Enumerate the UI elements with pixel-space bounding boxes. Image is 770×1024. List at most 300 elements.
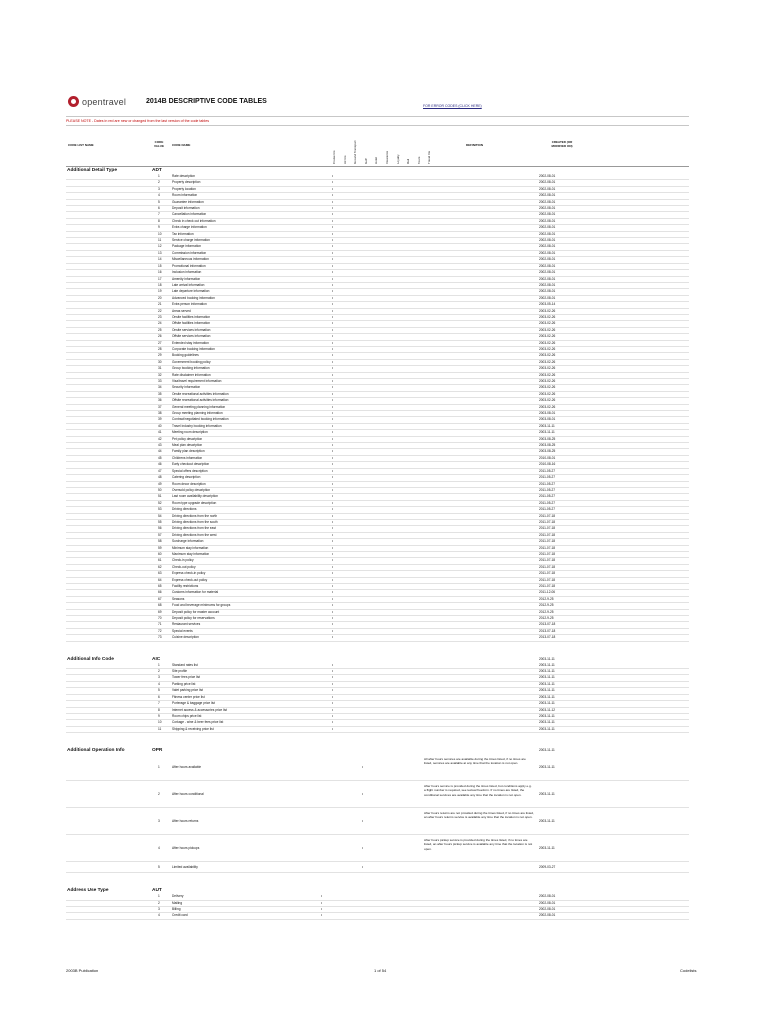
code-value: 32 (158, 372, 162, 377)
code-value: 7 (158, 701, 160, 706)
col-code-value: CODE VALUE (154, 140, 164, 148)
vertical-column-6: Loyalty (395, 154, 400, 164)
section-header (66, 887, 689, 894)
footer-publication: 2003B Publication (66, 968, 99, 973)
code-name: Offsite recreational activities information (172, 398, 229, 403)
applicability-mark: • (362, 865, 364, 870)
section-date: 2003-11-11 (539, 656, 555, 661)
code-value: 16 (158, 270, 162, 275)
section-code: AIC (152, 656, 161, 662)
applicability-mark: • (332, 372, 334, 377)
applicability-mark: • (332, 675, 334, 680)
created-date: 2011-07-18 (539, 532, 556, 537)
table-row (66, 754, 689, 781)
code-value: 18 (158, 282, 162, 287)
applicability-mark: • (332, 353, 334, 358)
code-value: 49 (158, 481, 162, 486)
applicability-mark: • (332, 180, 334, 185)
created-date: 2003-02-26 (539, 321, 556, 326)
created-date: 2003-02-26 (539, 327, 556, 332)
created-date: 2002-08-01 (539, 289, 556, 294)
code-value: 27 (158, 340, 162, 345)
code-name: Room type upgrade description (172, 500, 217, 505)
created-date: 2002-08-01 (539, 206, 556, 211)
applicability-mark: • (332, 423, 334, 428)
created-date: 2003-05-14 (539, 302, 556, 307)
applicability-mark: • (332, 571, 334, 576)
code-value: 9 (158, 713, 160, 718)
code-value: 59 (158, 545, 162, 550)
code-value: 11 (158, 238, 162, 243)
created-date: 2003-11-11 (539, 681, 555, 686)
code-name: Maximum stay information (172, 551, 210, 556)
created-date: 2003-02-26 (539, 385, 556, 390)
code-name: Property location (172, 186, 196, 191)
created-date: 2011-05-27 (539, 494, 556, 499)
created-date: 2003-02-26 (539, 359, 556, 364)
code-value: 4 (158, 846, 160, 851)
code-name: Site profile (172, 669, 188, 674)
code-name: Corkage - wine & beer fees price list (172, 720, 224, 725)
code-value: 65 (158, 584, 162, 588)
applicability-mark: • (332, 628, 334, 633)
applicability-mark: • (332, 193, 334, 198)
error-codes-link[interactable]: FOR ERROR CODES (CLICK HERE) (423, 104, 482, 108)
applicability-mark: • (332, 379, 334, 383)
created-date: 2003-11-11 (539, 675, 555, 680)
created-date: 2011-07-18 (539, 513, 556, 518)
created-date: 2012-9-25 (539, 603, 554, 608)
applicability-mark: • (332, 596, 334, 601)
vertical-column-4: Hotel (374, 156, 379, 164)
code-value: 29 (158, 353, 162, 358)
created-date: 2002-08-01 (539, 199, 556, 204)
created-date: 2002-08-01 (539, 225, 556, 230)
code-name: Pet policy description (172, 436, 203, 441)
code-name: Rate disclaimer information (172, 372, 211, 377)
code-value: 5 (158, 199, 160, 204)
code-value: 35 (158, 391, 162, 396)
code-value: 66 (158, 590, 162, 595)
table-row (66, 781, 689, 808)
code-name: Early checkout description (172, 462, 210, 467)
code-value: 41 (158, 430, 162, 435)
applicability-mark: • (332, 487, 334, 492)
created-date: 2003-11-11 (539, 765, 555, 770)
created-date: 2002-08-01 (539, 193, 556, 198)
code-name: Group booking information (172, 366, 210, 371)
code-value: 51 (158, 494, 162, 499)
code-name: Room information (172, 193, 198, 198)
code-value: 21 (158, 302, 162, 307)
definition: After hours pickup service is provided during the times listed, if no times are listed, an after hours pickup service is available any time that the location is not open. (424, 838, 533, 851)
code-name: Restaurant services (172, 622, 201, 627)
applicability-mark: • (332, 417, 334, 422)
created-date: 2002-08-01 (539, 295, 556, 300)
code-name: Surcharge information (172, 539, 204, 544)
vertical-column-8: Tours (416, 156, 421, 164)
created-date: 2002-08-01 (539, 244, 556, 249)
section-date: 2003-11-11 (539, 748, 555, 753)
created-date: 2003-02-26 (539, 308, 556, 313)
created-date: 2009-03-27 (539, 865, 556, 870)
created-date: 2002-08-01 (539, 270, 556, 275)
created-date: 2002-08-01 (539, 212, 556, 217)
applicability-mark: • (332, 494, 334, 499)
code-name: Visa/travel requirement information (172, 379, 222, 383)
code-name: Driving directions from the north (172, 513, 218, 518)
version-note: PLEASE NOTE - Dates in red are new or changed from the last version of the code tables (66, 117, 689, 126)
code-value: 52 (158, 500, 162, 505)
code-value: 54 (158, 513, 162, 518)
code-name: Cuisine description (172, 635, 199, 640)
opentravel-logo (68, 96, 126, 107)
code-name: Property description (172, 180, 201, 185)
applicability-mark: • (332, 282, 334, 287)
code-name: Booking guidelines (172, 353, 199, 358)
code-name: After hours available (172, 765, 202, 770)
created-date: 2003-02-26 (539, 398, 556, 403)
applicability-mark: • (332, 295, 334, 300)
code-name: Special offers description (172, 468, 208, 473)
code-value: 34 (158, 385, 162, 390)
code-name: Deposit policy for master account (172, 609, 220, 614)
code-name: Onsite services information (172, 327, 211, 332)
code-value: 63 (158, 571, 162, 576)
code-name: After hours conditional (172, 792, 204, 797)
applicability-mark: • (332, 694, 334, 699)
applicability-mark: • (332, 449, 334, 454)
table-row (66, 913, 689, 919)
created-date: 2011-05-27 (539, 481, 556, 486)
created-date: 2011-07-18 (539, 571, 556, 576)
applicability-mark: • (332, 688, 334, 693)
applicability-mark: • (332, 404, 334, 409)
applicability-mark: • (332, 468, 334, 473)
applicability-mark: • (332, 713, 334, 718)
applicability-mark: • (332, 263, 334, 268)
applicability-mark: • (332, 532, 334, 537)
section-code: ADT (152, 168, 162, 173)
code-sections (66, 167, 689, 920)
vertical-column-7: Rail (406, 158, 411, 164)
applicability-mark: • (332, 359, 334, 364)
code-name: Meal plan description (172, 443, 203, 448)
code-value: 70 (158, 616, 162, 621)
created-date: 2002-08-01 (539, 174, 556, 178)
created-date: 2003-11-11 (539, 423, 555, 428)
created-date: 2003-11-11 (539, 846, 555, 851)
code-name: Express check-out policy (172, 577, 208, 582)
applicability-mark: • (332, 250, 334, 255)
created-date: 2003-08-01 (539, 411, 556, 416)
code-value: 61 (158, 558, 162, 563)
code-name: Limited availability (172, 865, 198, 870)
code-value: 68 (158, 603, 162, 608)
created-date: 2003-02-26 (539, 340, 556, 345)
created-date: 2011-07-18 (539, 526, 556, 531)
code-name: Catering description (172, 475, 201, 480)
created-date: 2011-07-18 (539, 545, 556, 550)
created-date: 2002-08-01 (539, 231, 556, 236)
code-name: Security information (172, 385, 201, 390)
applicability-mark: • (332, 681, 334, 686)
sheet-header (66, 92, 689, 117)
applicability-mark: • (332, 199, 334, 204)
code-name: Express check-in policy (172, 571, 206, 576)
code-name: Room chips price list (172, 713, 202, 718)
code-value: 58 (158, 539, 162, 544)
code-name: Late departure information (172, 289, 210, 294)
code-value: 3 (158, 186, 160, 191)
code-value: 4 (158, 913, 160, 918)
section-name: Address Use Type (67, 888, 109, 894)
created-date: 2011-07-18 (539, 564, 556, 569)
code-value: 3 (158, 906, 160, 911)
code-value: 36 (158, 398, 162, 403)
created-date: 2002-08-01 (539, 186, 556, 191)
applicability-mark: • (332, 308, 334, 313)
code-value: 46 (158, 462, 162, 467)
applicability-mark: • (332, 270, 334, 275)
applicability-mark: • (332, 430, 334, 435)
created-date: 2002-08-01 (539, 894, 556, 899)
applicability-mark: • (332, 212, 334, 217)
code-value: 25 (158, 327, 162, 332)
code-value: 10 (158, 720, 162, 725)
created-date: 2003-11-11 (539, 701, 555, 706)
created-date: 2003-02-26 (539, 366, 556, 371)
section-code: OPR (152, 748, 163, 754)
code-name: Deposit information (172, 206, 200, 211)
code-value: 53 (158, 507, 162, 512)
section-name: Additional Operation Info (67, 748, 125, 754)
code-name: Seasons (172, 596, 185, 601)
code-value: 28 (158, 346, 162, 351)
code-name: Meeting room description (172, 430, 208, 435)
created-date: 2012-9-25 (539, 609, 554, 614)
code-value: 42 (158, 436, 162, 441)
applicability-mark: • (362, 765, 364, 770)
code-value: 31 (158, 366, 162, 371)
code-value: 23 (158, 314, 162, 319)
applicability-mark: • (332, 443, 334, 448)
created-date: 2011-07-18 (539, 551, 556, 556)
section-name: Additional Detail Type (67, 168, 118, 173)
table-row (66, 862, 689, 873)
code-name: Tower fees price list (172, 675, 200, 680)
code-value: 4 (158, 681, 160, 686)
code-name: Onsite facilities information (172, 314, 211, 319)
applicability-mark: • (332, 662, 334, 667)
code-value: 1 (158, 894, 160, 899)
code-value: 22 (158, 308, 162, 313)
created-date: 2003-08-25 (539, 449, 556, 454)
created-date: 2002-08-01 (539, 906, 556, 911)
code-value: 4 (158, 193, 160, 198)
code-name: Offsite services information (172, 334, 211, 339)
created-date: 2003-11-11 (539, 662, 555, 667)
applicability-mark: • (362, 792, 364, 797)
vertical-column-3: Golf (363, 158, 368, 164)
applicability-mark: • (332, 519, 334, 524)
code-name: Tax information (172, 231, 194, 236)
code-value: 48 (158, 475, 162, 480)
applicability-mark: • (332, 577, 334, 582)
code-name: After hours pickups (172, 846, 200, 851)
created-date: 2002-08-01 (539, 257, 556, 262)
applicability-mark: • (332, 616, 334, 621)
code-name: General meeting planning information (172, 404, 226, 409)
code-value: 60 (158, 551, 162, 556)
section-header (66, 747, 689, 754)
created-date: 2003-11-11 (539, 713, 555, 718)
created-date: 2002-08-01 (539, 913, 556, 918)
applicability-mark: • (321, 900, 323, 905)
created-date: 2003-02-26 (539, 391, 556, 396)
created-date: 2003-11-12 (539, 707, 556, 712)
code-name: Driving directions from the east (172, 526, 216, 531)
code-value: 20 (158, 295, 162, 300)
code-value: 37 (158, 404, 162, 409)
created-date: 2011-12-06 (539, 590, 556, 595)
code-name: Check-out policy (172, 564, 196, 569)
code-name: Commission information (172, 250, 207, 255)
code-name: Family plan description (172, 449, 205, 454)
applicability-mark: • (332, 385, 334, 390)
code-name: Porterage & baggage price list (172, 701, 215, 706)
code-value: 3 (158, 675, 160, 680)
code-value: 2 (158, 792, 160, 797)
applicability-mark: • (321, 894, 323, 899)
code-value: 5 (158, 865, 160, 870)
code-name: Package information (172, 244, 202, 249)
code-value: 62 (158, 564, 162, 569)
applicability-mark: • (332, 346, 334, 351)
code-name: Deposit policy for reservations (172, 616, 215, 621)
applicability-mark: • (332, 603, 334, 608)
code-name: Check-in policy (172, 558, 194, 563)
code-name: Credit card (172, 913, 188, 918)
table-row (66, 835, 689, 862)
code-name: Billing (172, 906, 181, 911)
created-date: 2011-05-27 (539, 487, 556, 492)
created-date: 2003-02-26 (539, 404, 556, 409)
code-value: 19 (158, 289, 162, 294)
created-date: 2002-08-01 (539, 263, 556, 268)
code-value: 9 (158, 225, 160, 230)
code-name: Room decor description (172, 481, 206, 486)
applicability-mark: • (332, 481, 334, 486)
created-date: 2003-02-26 (539, 379, 556, 383)
created-date: 2011-07-18 (539, 519, 556, 524)
code-name: Cancellation information (172, 212, 207, 217)
col-created: CREATED (OR MODIFIED ON) (551, 140, 573, 148)
created-date: 2002-08-01 (539, 218, 556, 223)
applicability-mark: • (332, 436, 334, 441)
code-value: 2 (158, 669, 160, 674)
applicability-mark: • (332, 327, 334, 332)
created-date: 2003-11-11 (539, 669, 555, 674)
code-name: Childrens information (172, 455, 203, 460)
code-value: 2 (158, 180, 160, 185)
code-value: 56 (158, 526, 162, 531)
created-date: 2003-08-25 (539, 443, 556, 448)
code-name: Extra person information (172, 302, 207, 307)
code-name: Advanced booking information (172, 295, 215, 300)
code-name: Valet parking price list (172, 688, 203, 693)
code-value: 14 (158, 257, 162, 262)
code-name: Travel industry booking information (172, 423, 222, 428)
applicability-mark: • (332, 707, 334, 712)
created-date: 2003-08-25 (539, 436, 556, 441)
code-value: 5 (158, 688, 160, 693)
created-date: 2002-08-01 (539, 250, 556, 255)
code-name: Standard rates list (172, 662, 198, 667)
code-value: 1 (158, 662, 160, 667)
applicability-mark: • (332, 321, 334, 326)
applicability-mark: • (332, 314, 334, 319)
created-date: 2010-08-01 (539, 455, 556, 460)
created-date: 2003-08-01 (539, 417, 556, 422)
code-value: 47 (158, 468, 162, 473)
applicability-mark: • (332, 225, 334, 230)
code-name: Service charge information (172, 238, 210, 243)
code-name: Fitness center price list (172, 694, 205, 699)
created-date: 2003-02-26 (539, 353, 556, 358)
created-date: 2002-08-01 (539, 180, 556, 185)
code-value: 64 (158, 577, 162, 582)
code-value: 6 (158, 206, 160, 211)
section-code: AUT (152, 888, 162, 894)
vertical-column-9: Travel Ins (427, 150, 432, 164)
code-name: Corporate booking information (172, 346, 215, 351)
applicability-mark: • (332, 701, 334, 706)
code-name: Last room availability description (172, 494, 219, 499)
code-value: 17 (158, 276, 162, 281)
footer-page-number: 1 of 54 (374, 968, 387, 973)
code-value: 43 (158, 443, 162, 448)
created-date: 2003-11-11 (539, 720, 555, 725)
code-name: Internet access & accessories price list (172, 707, 227, 712)
created-date: 2011-05-27 (539, 468, 556, 473)
code-name: Late arrival information (172, 282, 205, 287)
created-date: 2003-11-11 (539, 694, 555, 699)
code-name: Driving directions from the west (172, 532, 217, 537)
col-code-name: CODE NAME (172, 143, 191, 147)
footer-sheet-name: Codelists (680, 968, 697, 973)
vertical-column-5: Insurance (385, 150, 389, 164)
code-value: 1 (158, 765, 160, 770)
applicability-mark: • (332, 584, 334, 588)
code-name: Driving directions (172, 507, 197, 512)
col-definition: DEFINITION (466, 143, 483, 147)
applicability-mark: • (332, 206, 334, 211)
vertical-column-0: Cruise Ins (332, 150, 336, 164)
code-value: 44 (158, 449, 162, 454)
code-name: Government booking policy (172, 359, 211, 364)
applicability-mark: • (332, 669, 334, 674)
code-value: 3 (158, 819, 160, 824)
code-value: 6 (158, 694, 160, 699)
applicability-mark: • (332, 391, 334, 396)
created-date: 2011-07-18 (539, 577, 556, 582)
created-date: 2003-02-26 (539, 314, 556, 319)
code-name: Promotional information (172, 263, 206, 268)
code-value: 8 (158, 218, 160, 223)
created-date: 2011-05-27 (539, 475, 556, 480)
applicability-mark: • (332, 398, 334, 403)
